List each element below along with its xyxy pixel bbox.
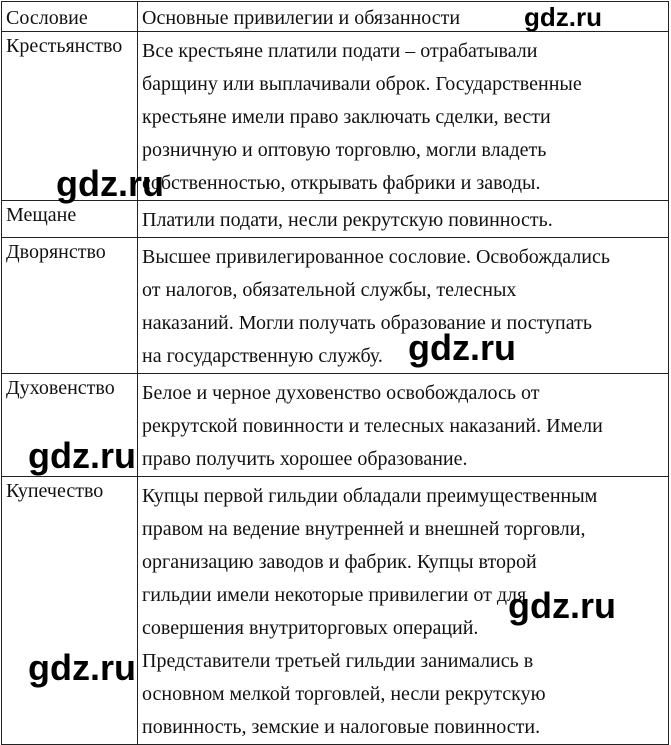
header-privileges: Основные привилегии и обязанности bbox=[138, 2, 669, 32]
text-line: на государственную службу. bbox=[142, 345, 383, 367]
table-row bbox=[2, 201, 669, 238]
privileges-cell bbox=[138, 238, 669, 374]
text-line: барщину или выплачивали оброк. Государственные bbox=[142, 73, 582, 95]
watermark: gdz.ru bbox=[508, 585, 616, 626]
text-line: собственностью, открывать фабрики и заводы. bbox=[142, 172, 541, 194]
text-line: рекрутской повинности и телесных наказаний. Имели bbox=[142, 415, 603, 437]
text-line: наказаний. Могли получать образование и поступать bbox=[142, 312, 592, 334]
estates-table bbox=[1, 1, 669, 745]
watermark: gdz.ru bbox=[28, 435, 136, 476]
estate-cell: Дворянство bbox=[2, 238, 138, 374]
text-line: организацию заводов и фабрик. Купцы второй bbox=[142, 551, 537, 573]
estate-cell: Крестьянство bbox=[2, 32, 138, 201]
text-line: Все крестьяне платили подати – отрабатывали bbox=[142, 40, 538, 62]
text-line: Платили подати, несли рекрутскую повинность. bbox=[142, 209, 553, 231]
text-line: Купцы первой гильдии обладали преимущественным bbox=[142, 485, 598, 507]
table-row bbox=[2, 238, 669, 374]
text-line: Представители третьей гильдии занимались в bbox=[142, 650, 534, 672]
text-line: крестьяне имели право заключать сделки, вести bbox=[142, 106, 551, 128]
text-line: розничную и оптовую торговлю, могли владеть bbox=[142, 139, 547, 161]
text-line: право получить хорошее образование. bbox=[142, 448, 468, 470]
header-estate: Сословие bbox=[2, 2, 138, 32]
estate-cell: Мещане bbox=[2, 201, 138, 238]
text-line: Белое и черное духовенство освобождалось от bbox=[142, 382, 540, 404]
watermark: gdz.ru bbox=[28, 647, 136, 688]
privileges-cell bbox=[138, 201, 669, 238]
text-line: правом на ведение внутренней и внешней торговли, bbox=[142, 518, 586, 540]
estate-cell: Духовенство bbox=[2, 374, 138, 477]
privileges-cell bbox=[138, 32, 669, 201]
text-line: совершения внутриторговых операций. bbox=[142, 617, 479, 639]
privileges-cell bbox=[138, 374, 669, 477]
watermark: gdz.ru bbox=[56, 163, 164, 204]
text-line: основном мелкой торговлей, несли рекрутскую bbox=[142, 683, 546, 705]
text-line: от налогов, обязательной службы, телесных bbox=[142, 279, 517, 301]
watermark: gdz.ru bbox=[524, 2, 602, 32]
text-line: гильдии имели некоторые привилегии от для bbox=[142, 584, 527, 606]
text-line: повинность, земские и налоговые повинности. bbox=[142, 716, 541, 738]
text-line: Высшее привилегированное сословие. Освобождались bbox=[142, 246, 610, 268]
watermark: gdz.ru bbox=[408, 327, 516, 368]
estate-cell: Купечество bbox=[2, 477, 138, 745]
